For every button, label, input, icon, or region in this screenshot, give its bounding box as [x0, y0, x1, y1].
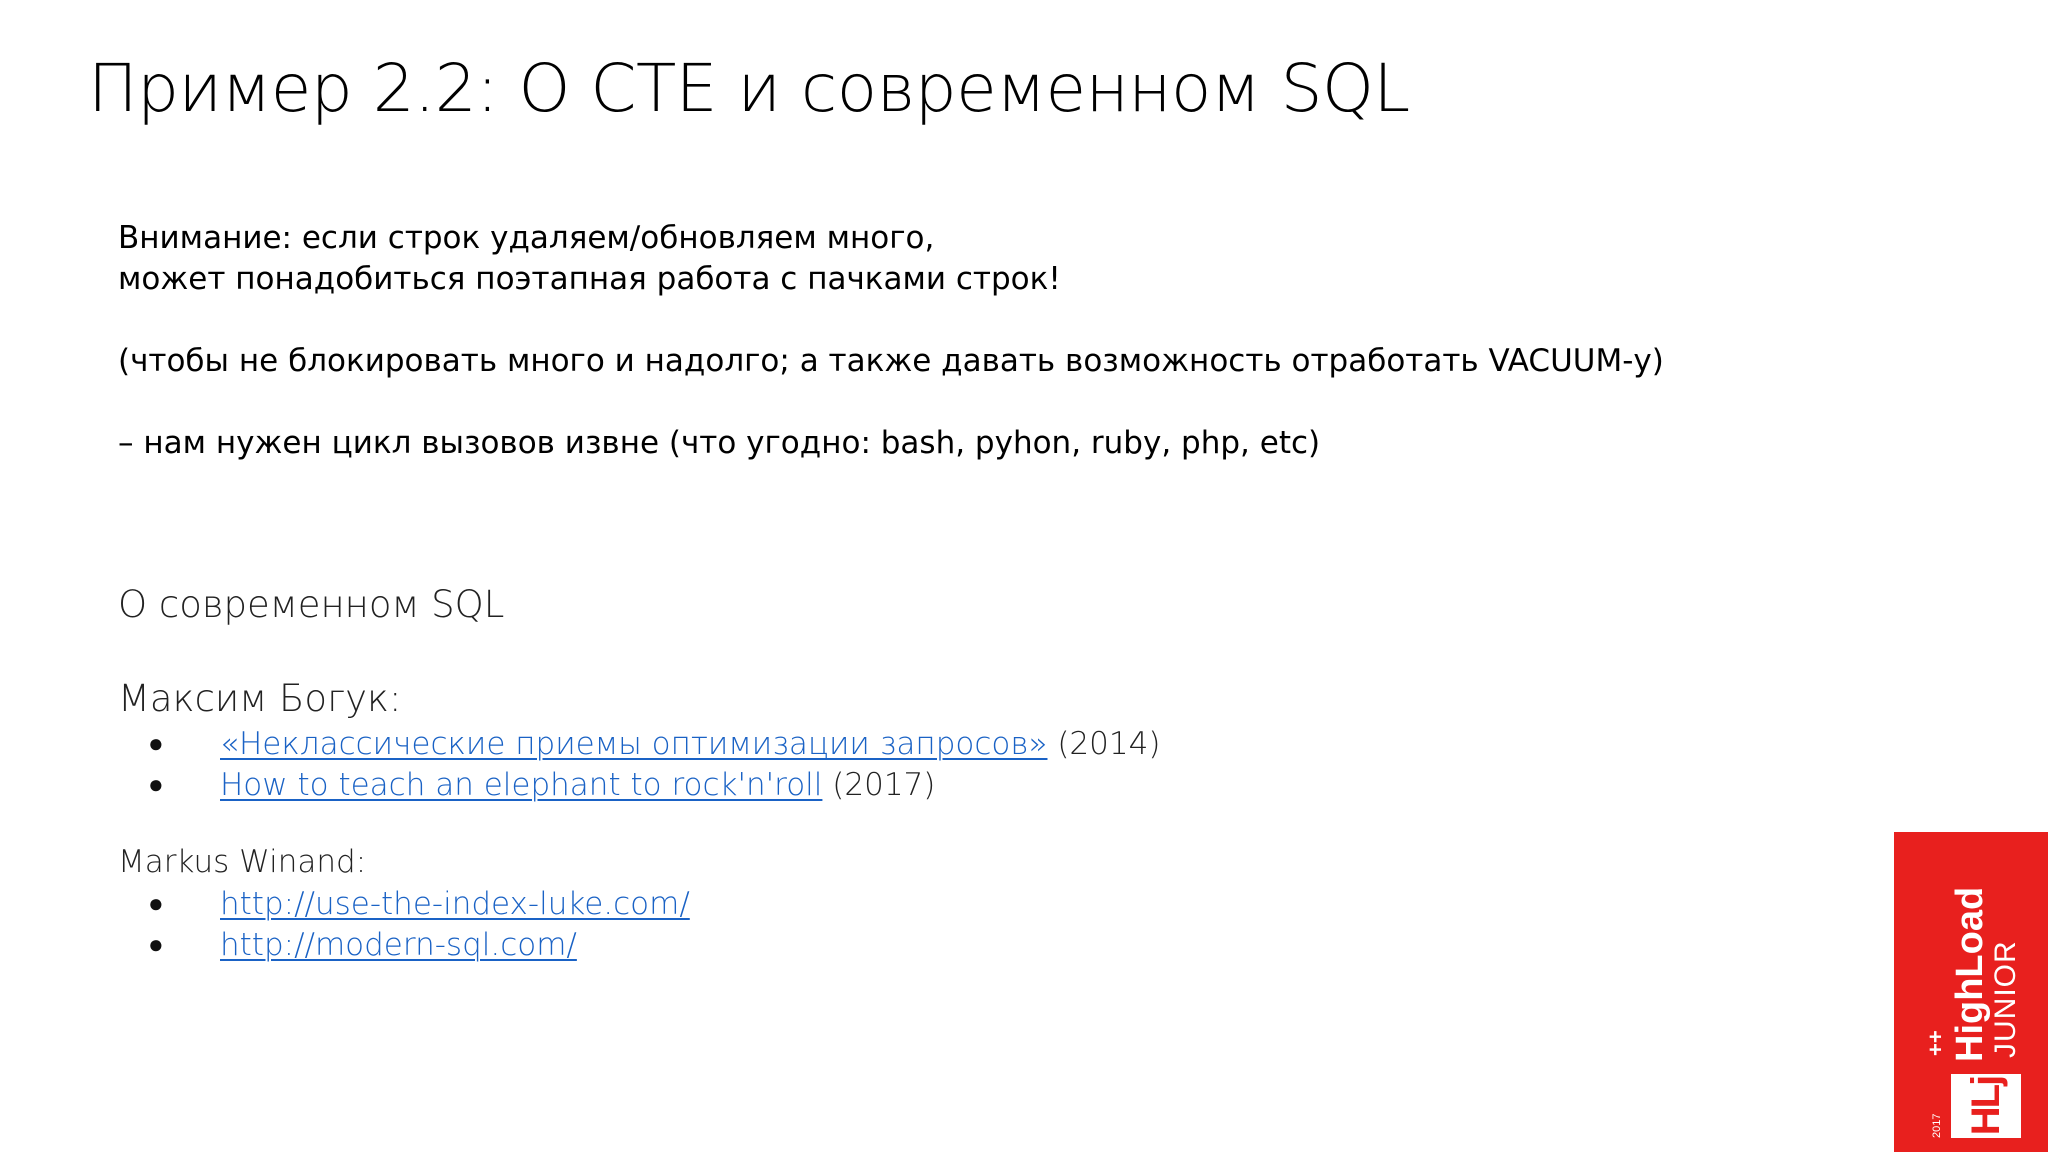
logo-brand: HighLoad	[1949, 886, 1991, 1062]
author-name: Markus Winand:	[118, 844, 367, 880]
bullet-icon: ●	[148, 729, 164, 759]
logo-plus-icon: ++	[1923, 1030, 1948, 1056]
notice-line-1: Внимание: если строк удаляем/обновляем много,	[118, 220, 935, 256]
spacer	[118, 382, 1664, 423]
reference-link[interactable]: http://use-the-index-luke.com/	[220, 886, 690, 922]
references-section	[118, 580, 1160, 966]
notice-block	[118, 218, 1664, 464]
list-item	[118, 884, 1160, 925]
notice-line-3: (чтобы не блокировать много и надолго; а также давать возможность отработать VACUUM-у)	[118, 343, 1664, 379]
bullet-icon: ●	[148, 770, 164, 800]
list-item	[118, 925, 1160, 966]
reference-year: (2014)	[1047, 726, 1161, 762]
section-heading: О современном SQL	[118, 583, 505, 626]
reference-link[interactable]: http://modern-sql.com/	[220, 927, 577, 963]
slide-title: Пример 2.2: О CTE и современном SQL	[88, 50, 1410, 127]
reference-link[interactable]: How to teach an elephant to rock'n'roll	[220, 767, 823, 803]
logo-content	[1911, 842, 2031, 1142]
notice-line-2: может понадобиться поэтапная работа с пачками строк!	[118, 261, 1061, 297]
list-item	[118, 765, 1160, 806]
logo-year: 2017	[1931, 1113, 1943, 1138]
spacer	[118, 300, 1664, 341]
link-list	[118, 884, 1160, 966]
highload-junior-logo	[1894, 832, 2048, 1152]
link-list	[118, 724, 1160, 806]
list-item	[118, 724, 1160, 765]
logo-hl-mark: HLj	[1951, 1074, 2021, 1138]
author-name: Максим Богук:	[118, 677, 402, 720]
bullet-icon: ●	[148, 930, 164, 960]
reference-year: (2017)	[822, 767, 936, 803]
logo-sub: JUNIOR	[1989, 940, 2022, 1058]
bullet-icon: ●	[148, 889, 164, 919]
notice-line-4: – нам нужен цикл вызовов извне (что угодно: bash, pyhon, ruby, php, etc)	[118, 425, 1321, 461]
reference-link[interactable]: «Неклассические приемы оптимизации запросов»	[220, 726, 1048, 762]
